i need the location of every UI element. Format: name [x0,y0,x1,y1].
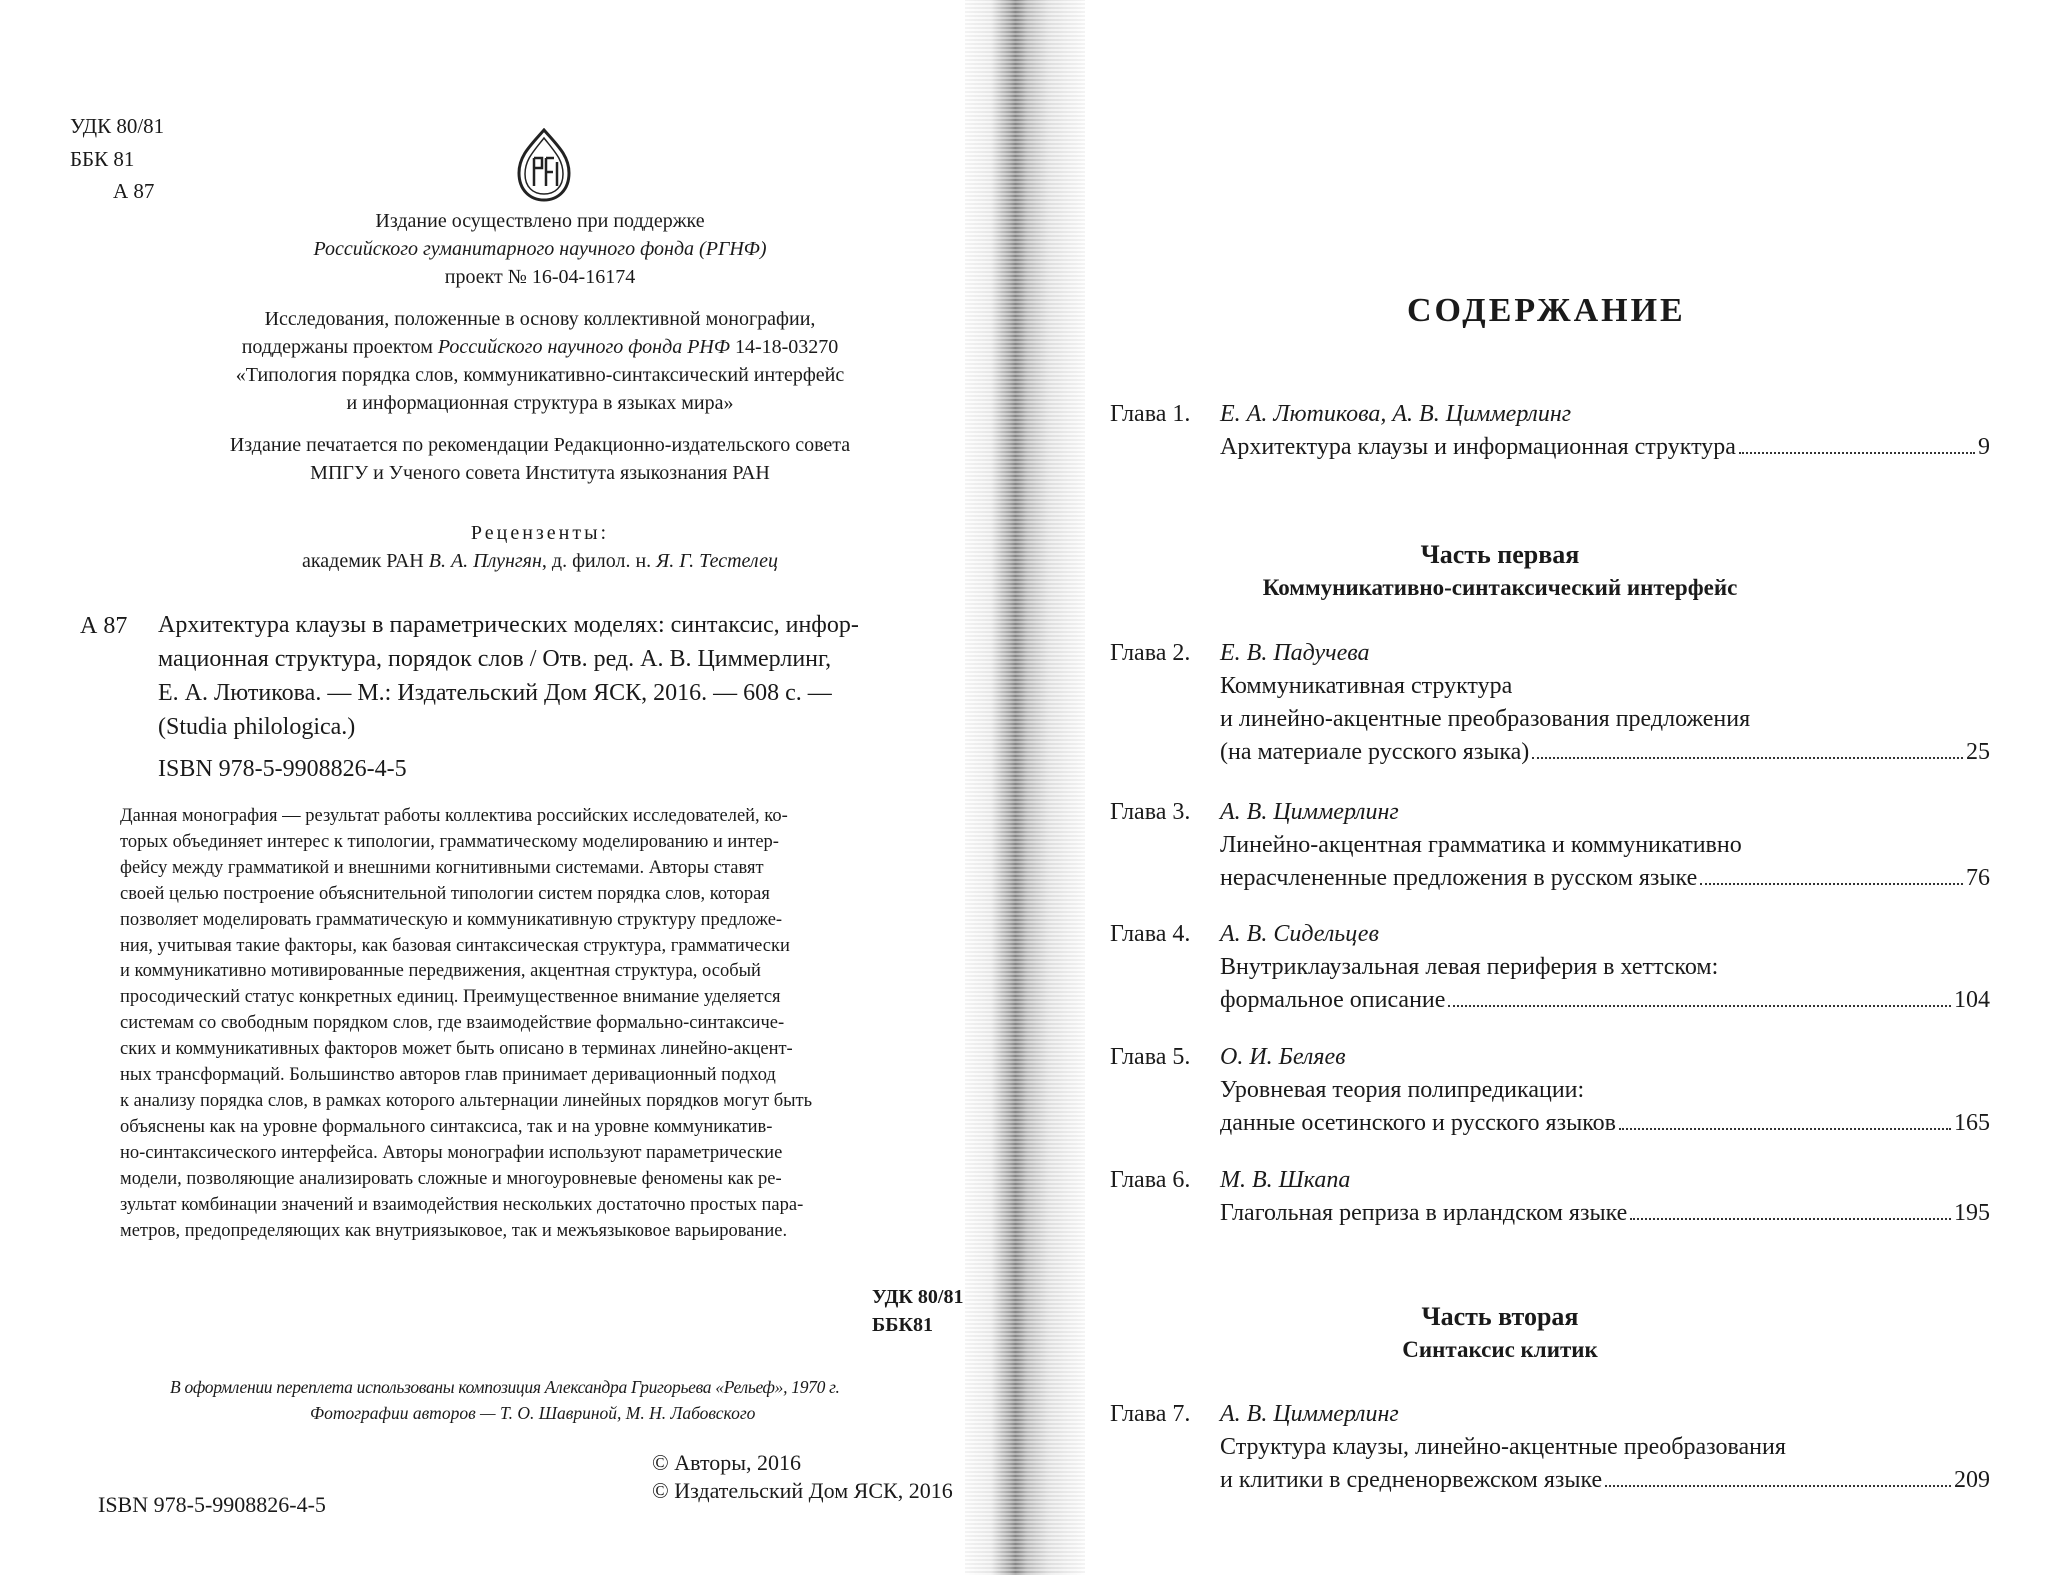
udk-bold: УДК 80/81 [872,1286,964,1308]
chapter-title: нерасчлененные предложения в русском языке [1220,865,1698,891]
chapter-author: О. И. Беляев [1220,1044,1346,1070]
research-line-1: Исследования, положенные в основу коллективной монографии, [264,308,816,330]
chapter-title: формальное описание [1220,987,1446,1013]
chapter-number: Глава 5. [1110,1044,1191,1070]
abstract-line: но-синтаксического интерфейса. Авторы монографии используют параметрические [120,1142,783,1163]
chapter-number: Глава 6. [1110,1167,1191,1193]
research-line-2: поддержаны проектом Российского научного фонда РНФ 14-18-03270 [241,336,839,358]
chapter-number: Глава 4. [1110,921,1191,947]
isbn-bottom: ISBN 978-5-9908826-4-5 [98,1492,326,1517]
reviewers-label: Рецензенты: [470,522,610,544]
chapter-author: А. В. Циммерлинг [1220,799,1399,825]
bbk-code: ББК 81 [70,147,135,171]
abstract-line: позволяет моделировать грамматическую и коммуникативную структуру предложе- [120,909,783,930]
chapter-title: данные осетинского и русского языков [1220,1110,1616,1136]
rgnf-logo-icon [516,128,572,204]
chapter-title-line: Коммуникативная структура [1220,673,1513,699]
chapter-title-line: и линейно-акцентные преобразования предложения [1220,706,1751,732]
udk-code: УДК 80/81 [70,114,165,138]
biblio-code: А 87 [80,613,128,639]
abstract-line: своей целью построение объяснительной типологии систем порядка слов, которая [120,883,770,904]
biblio-series: (Studia philologica.) [158,714,356,740]
support-project: проект № 16-04-16174 [444,266,636,288]
page-number: 76 [1966,865,1990,891]
support-line-2: Российского гуманитарного научного фонда (РГНФ) [313,238,767,260]
cover-credit: В оформлении переплета использованы композиция Александра Григорьева «Рельеф», 1970 г. [170,1377,840,1397]
bbk-bold: ББК81 [872,1314,933,1336]
research-line-3: «Типология порядка слов, коммуникативно-синтаксический интерфейс [235,364,845,386]
leader-dots [1700,882,1963,885]
chapter-number: Глава 2. [1110,640,1191,666]
abstract-line: фейсу между грамматикой и внешними когнитивными системами. Авторы ставят [120,857,764,878]
chapter-author: А. В. Сидельцев [1220,921,1379,947]
abstract-line: зультат комбинации значений и взаимодействия нескольких достаточно простых пара- [120,1194,804,1215]
page-number: 165 [1954,1110,1990,1136]
page-number: 9 [1978,434,1990,460]
recommend-line-1: Издание печатается по рекомендации Редакционно-издательского совета [229,434,851,456]
leader-dots [1448,1004,1951,1007]
abstract-line: модели, позволяющие анализировать сложные и многоуровневые феномены как ре- [120,1168,782,1189]
page-number: 209 [1954,1467,1990,1493]
chapter-title: и клитики в средненорвежском языке [1220,1467,1603,1493]
page-number: 195 [1954,1200,1990,1226]
biblio-line-3: Е. А. Лютикова. — М.: Издательский Дом ЯСК, 2016. — 608 с. — [158,680,832,706]
abstract-line: и коммуникативно мотивированные передвижения, акцентная структура, особый [120,961,761,982]
chapter-title-line: Внутриклаузальная левая периферия в хеттском: [1220,954,1719,980]
abstract-line: ния, учитывая такие факторы, как базовая синтаксическая структура, грамматически [120,935,790,956]
abstract-line: объяснены как на уровне формального синтаксиса, так и на уровне коммуникатив- [120,1116,773,1137]
chapter-number: Глава 1. [1110,401,1191,427]
part-1-title: Часть первая [1420,540,1580,569]
copyright-authors: © Авторы, 2016 [652,1450,802,1475]
toc-title: СОДЕРЖАНИЕ [1407,292,1686,329]
abstract-line: Данная монография — результат работы коллектива российских исследователей, ко- [120,806,788,826]
leader-dots [1630,1217,1951,1220]
part-2-subtitle: Синтаксис клитик [1402,1337,1598,1362]
abstract-line: просодический статус конкретных единиц. Преимущественное внимание уделяется [120,987,781,1008]
chapter-number: Глава 7. [1110,1401,1191,1427]
page-number: 25 [1966,739,1990,765]
reviewers-names: академик РАН В. А. Плунгян, д. филол. н. Я. Г. Тестелец [302,550,778,572]
chapter-number: Глава 3. [1110,799,1191,825]
chapter-title-line: Уровневая теория полипредикации: [1220,1077,1585,1103]
biblio-line-1: Архитектура клаузы в параметрических моделях: синтаксис, инфор- [158,612,859,638]
photo-credit: Фотографии авторов — Т. О. Шавриной, М. Н. Лабовского [310,1403,756,1423]
leader-dots [1532,756,1963,759]
chapter-title: Архитектура клаузы и информационная структура [1220,434,1736,460]
abstract-line: метров, предопределяющих как внутриязыковое, так и межъязыковое варьирование. [120,1220,788,1241]
biblio-line-2: мационная структура, порядок слов / Отв. ред. А. В. Циммерлинг, [158,646,832,672]
chapter-author: Е. А. Лютикова, А. В. Циммерлинг [1220,401,1572,427]
research-line-4: и информационная структура в языках мира» [346,392,734,414]
chapter-title-line: Линейно-акцентная грамматика и коммуникативно [1220,832,1742,858]
left-page [0,0,1000,1575]
chapter-title: (на материале русского языка) [1220,739,1530,765]
abstract-line: к анализу порядка слов, в рамках которого альтернации линейных порядков могут быть [120,1090,813,1111]
chapter-author: Е. В. Падучева [1220,640,1370,666]
abstract-line: системам со свободным порядком слов, где взаимодействие формально-синтаксиче- [120,1013,785,1034]
chapter-author: М. В. Шкапа [1220,1167,1351,1193]
copyright-publisher: © Издательский Дом ЯСК, 2016 [652,1478,953,1503]
leader-dots [1619,1127,1951,1130]
author-code: А 87 [113,179,155,203]
isbn: ISBN 978-5-9908826-4-5 [158,756,407,782]
chapter-title-line: Структура клаузы, линейно-акцентные преобразования [1220,1434,1786,1460]
support-line-1: Издание осуществлено при поддержке [375,210,705,232]
leader-dots [1739,451,1975,454]
abstract-line: ных трансформаций. Большинство авторов глав принимает деривационный подход [120,1065,776,1086]
abstract-line: ских и коммуникативных факторов может быть описано в терминах линейно-акцент- [120,1039,793,1060]
leader-dots [1605,1484,1951,1487]
part-1-subtitle: Коммуникативно-синтаксический интерфейс [1262,575,1738,600]
part-2-title: Часть вторая [1421,1302,1579,1331]
chapter-author: А. В. Циммерлинг [1220,1401,1399,1427]
chapter-title: Глагольная реприза в ирландском языке [1220,1200,1628,1226]
page-number: 104 [1954,987,1990,1013]
abstract-line: торых объединяет интерес к типологии, грамматическому моделированию и интер- [120,831,779,852]
recommend-line-2: МПГУ и Ученого совета Института языкознания РАН [310,462,770,484]
abstract [120,804,962,1244]
